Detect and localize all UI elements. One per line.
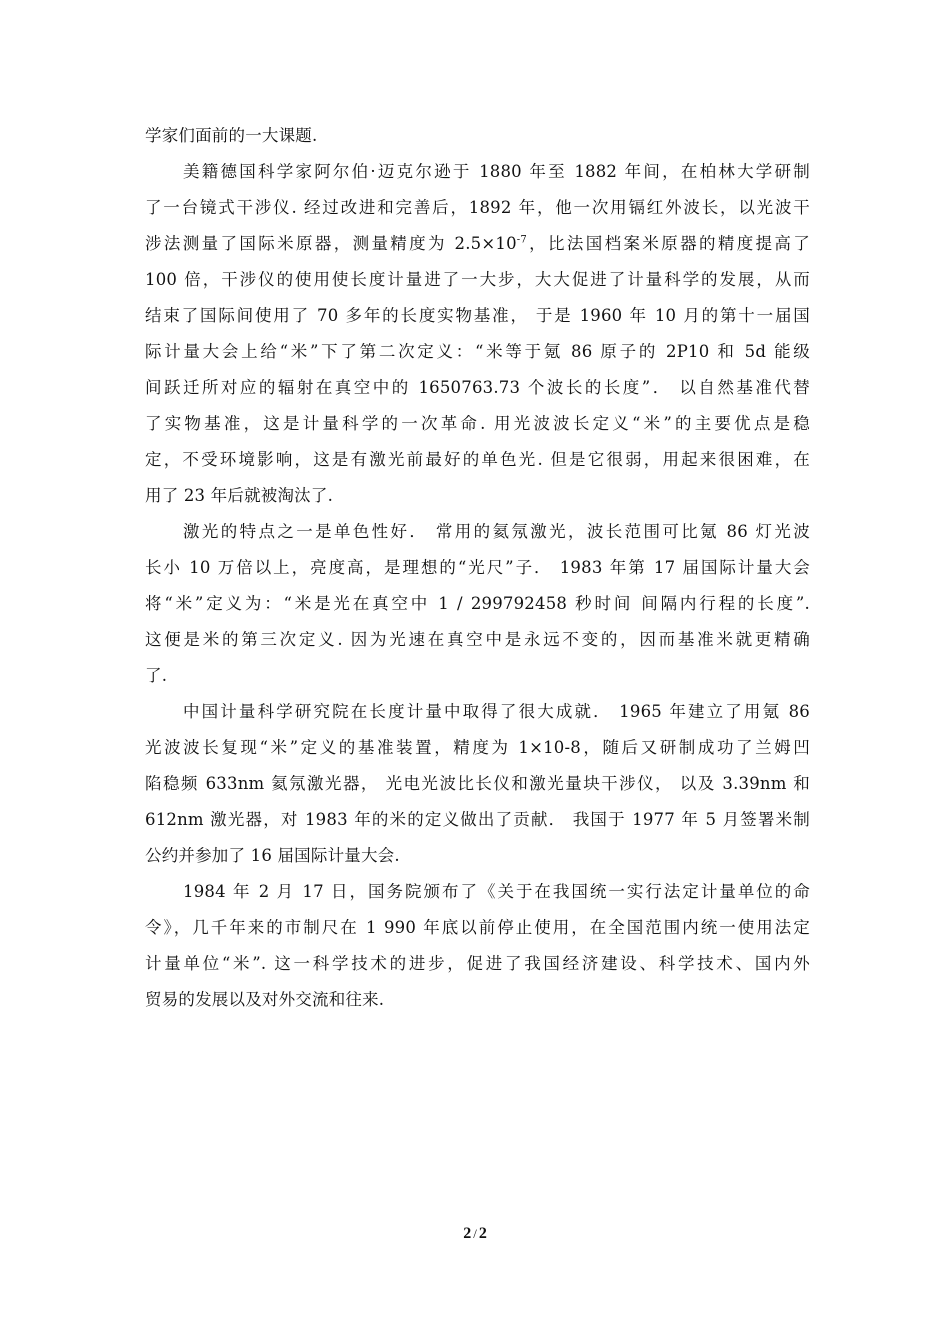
- text-line: 将“米”定义为：“米是光在真空中 1 / 299792458 秒时间 间隔内行程的长度”.: [145, 594, 810, 613]
- text-line: 光波波长复现“米”定义的基准装置，精度为 1×10-8，随后又研制成功了兰姆凹: [145, 738, 810, 757]
- text-line: 612nm 激光器，对 1983 年的米的定义做出了贡献． 我国于 1977 年 5 月签署米制: [145, 810, 810, 829]
- document-body: [145, 118, 810, 1018]
- text-line: 际计量大会上给“米”下了第二次定义：“米等于氪 86 原子的 2P10 和 5d 能级: [145, 342, 810, 361]
- text-line: 计量单位“米”. 这一科学技术的进步，促进了我国经济建设、科学技术、国内外: [145, 954, 810, 973]
- text-line: 了.: [145, 666, 168, 685]
- text-line: 中国计量科学研究院在长度计量中取得了很大成就． 1965 年建立了用氪 86: [183, 702, 810, 721]
- text-segment: 涉法测量了国际米原器，测量精度为 2.5×10: [145, 234, 517, 253]
- text-line: 这便是米的第三次定义. 因为光速在真空中是永远不变的，因而基准米就更精确: [145, 630, 810, 649]
- text-line: 1984 年 2 月 17 日，国务院颁布了《关于在我国统一实行法定计量单位的命: [183, 882, 810, 901]
- text-line: [145, 226, 810, 262]
- text-line: 了实物基准，这是计量科学的一次革命. 用光波波长定义“米”的主要优点是稳: [145, 414, 810, 433]
- page-current: 2: [463, 1225, 472, 1242]
- text-line: 用了 23 年后就被淘汰了.: [145, 486, 334, 505]
- text-segment: ，比法国档案米原器的精度提高了: [526, 234, 811, 253]
- text-line: 100 倍，干涉仪的使用使长度计量进了一大步，大大促进了计量科学的发展，从而: [145, 270, 810, 289]
- text-line: 公约并参加了 16 届国际计量大会.: [145, 846, 400, 865]
- text-line: 结束了国际间使用了 70 多年的长度实物基准， 于是 1960 年 10 月的第十一届国: [145, 306, 810, 325]
- text-line: 激光的特点之一是单色性好． 常用的氦氖激光，波长范围可比氪 86 灯光波: [183, 522, 810, 541]
- superscript-exponent: -7: [516, 234, 527, 246]
- text-line: 长小 10 万倍以上，亮度高，是理想的“光尺”子． 1983 年第 17 届国际计量大会: [145, 558, 810, 577]
- text-line: 定，不受环境影响，这是有激光前最好的单色光. 但是它很弱，用起来很困难，在: [145, 450, 810, 469]
- text-line: 了一台镜式干涉仪. 经过改进和完善后，1892 年，他一次用镉红外波长，以光波干: [145, 198, 810, 217]
- text-line: 陷稳频 633nm 氦氖激光器， 光电光波比长仪和激光量块干涉仪， 以及 3.39nm 和: [145, 774, 810, 793]
- text-line: 贸易的发展以及对外交流和往来.: [145, 990, 385, 1009]
- page-number: [0, 1225, 950, 1243]
- text-line: 美籍德国科学家阿尔伯·迈克尔逊于 1880 年至 1882 年间，在柏林大学研制: [183, 162, 810, 181]
- text-line: 学家们面前的一大课题.: [145, 126, 318, 145]
- page-separator: /: [473, 1226, 477, 1241]
- text-line: 间跃迁所对应的辐射在真空中的 1650763.73 个波长的长度”． 以自然基准代替: [145, 378, 810, 397]
- text-line: 令》，几千年来的市制尺在 1 990 年底以前停止使用，在全国范围内统一使用法定: [145, 918, 810, 937]
- page-total: 2: [478, 1225, 487, 1242]
